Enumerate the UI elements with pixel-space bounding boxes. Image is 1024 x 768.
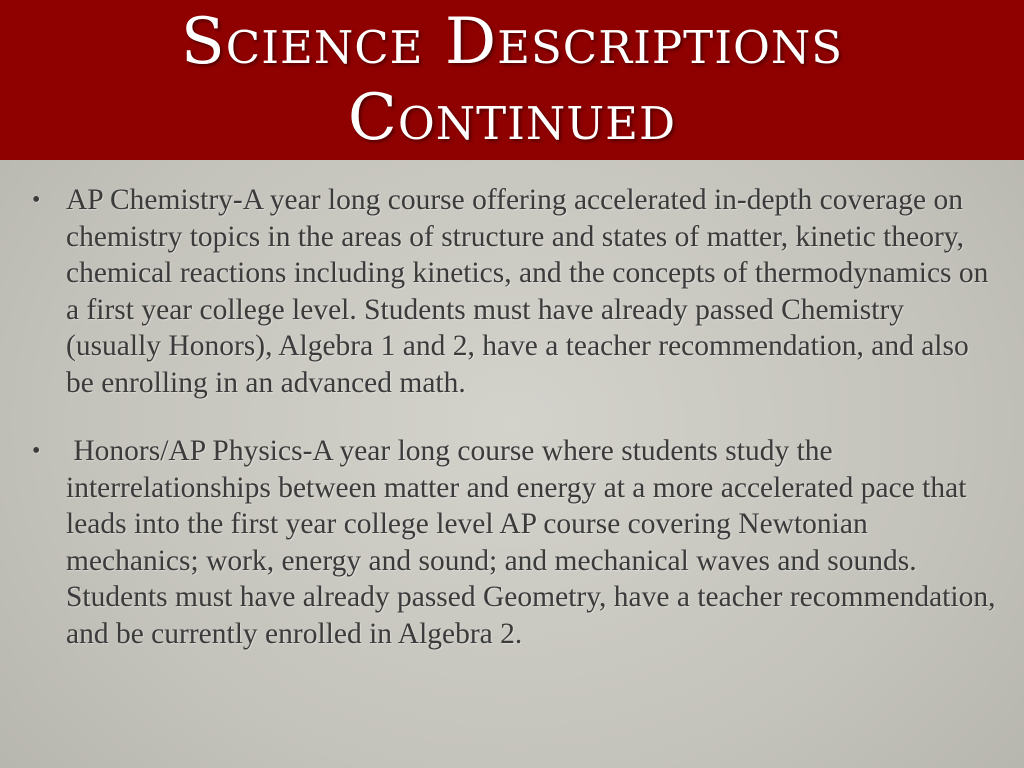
- bullet-text: Honors/AP Physics-A year long course where students study the interrelationships between matter and energy at a more accelerated pace that leads into the first year college level AP course covering Newtonian mechanics; work, energy and sound; and mechanical waves and sounds. Students must have already passed Geometry, have a teacher recommendation, and be currently enrolled in Algebra 2.: [66, 435, 1003, 650]
- bullet-item-ap-physics: [30, 433, 1003, 652]
- slide-content: [30, 182, 1003, 652]
- bullet-item-ap-chemistry: [30, 182, 998, 401]
- bullet-text: AP Chemistry-A year long course offering accelerated in-depth coverage on chemistry topics in the areas of structure and states of matter, kinetic theory, chemical reactions including kinetics, and the concepts of thermodynamics on a first year college level. Students must have already passed Chemistry (usually Honors), Algebra 1 and 2, have a teacher recommendation, and also be enrolling in an advanced math.: [66, 184, 996, 399]
- slide-title-line-1: Science Descriptions: [180, 5, 844, 79]
- title-band: [0, 0, 1024, 160]
- slide-title-line-2: Continued: [347, 81, 677, 155]
- bullet-icon: •: [32, 187, 41, 213]
- slide-title: [0, 0, 1024, 156]
- bullet-icon: •: [32, 438, 41, 464]
